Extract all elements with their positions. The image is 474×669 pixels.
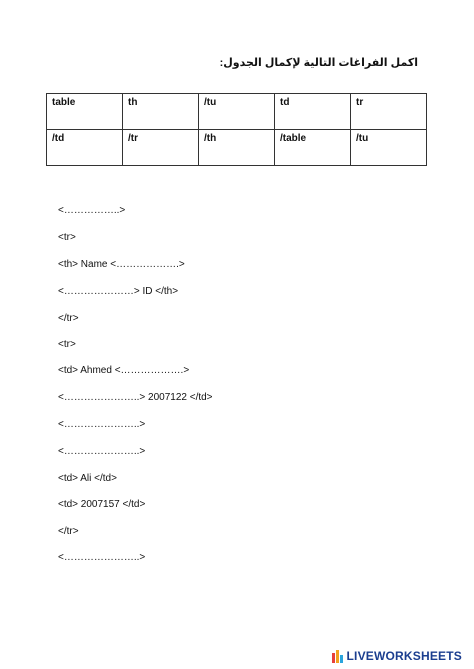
table-cell: tr — [351, 94, 427, 130]
table-cell: td — [275, 94, 351, 130]
brand-name: LIVEWORKSHEETS — [346, 649, 462, 663]
code-line: <…………………..> — [58, 552, 146, 563]
code-line: </tr> — [58, 313, 79, 324]
table-row — [47, 94, 427, 130]
table-cell: /tu — [199, 94, 275, 130]
code-line: <…………………..> — [58, 419, 146, 430]
table-cell: /tr — [123, 130, 199, 166]
footer-brand — [332, 649, 462, 663]
table-cell: /table — [275, 130, 351, 166]
table-cell: /td — [47, 130, 123, 166]
code-line: <…………………> ID </th> — [58, 286, 179, 297]
code-line: <…………………..> 2007122 </td> — [58, 392, 213, 403]
code-line: <tr> — [58, 339, 76, 350]
code-line: <……………..> — [58, 205, 126, 216]
table-cell: /th — [199, 130, 275, 166]
instruction-title: اكمل الفراغات التالية لإكمال الجدول: — [219, 57, 418, 69]
table-cell: /tu — [351, 130, 427, 166]
code-line: <td> 2007157 </td> — [58, 499, 146, 510]
word-bank-table — [46, 93, 427, 166]
table-cell: table — [47, 94, 123, 130]
table-row — [47, 130, 427, 166]
code-line: </tr> — [58, 526, 79, 537]
table-cell: th — [123, 94, 199, 130]
code-line: <td> Ahmed <……………….> — [58, 365, 190, 376]
code-line: <tr> — [58, 232, 76, 243]
liveworksheets-logo-icon — [332, 649, 344, 663]
code-line: <…………………..> — [58, 446, 146, 457]
code-line: <td> Ali </td> — [58, 473, 117, 484]
code-line: <th> Name <……………….> — [58, 259, 185, 270]
